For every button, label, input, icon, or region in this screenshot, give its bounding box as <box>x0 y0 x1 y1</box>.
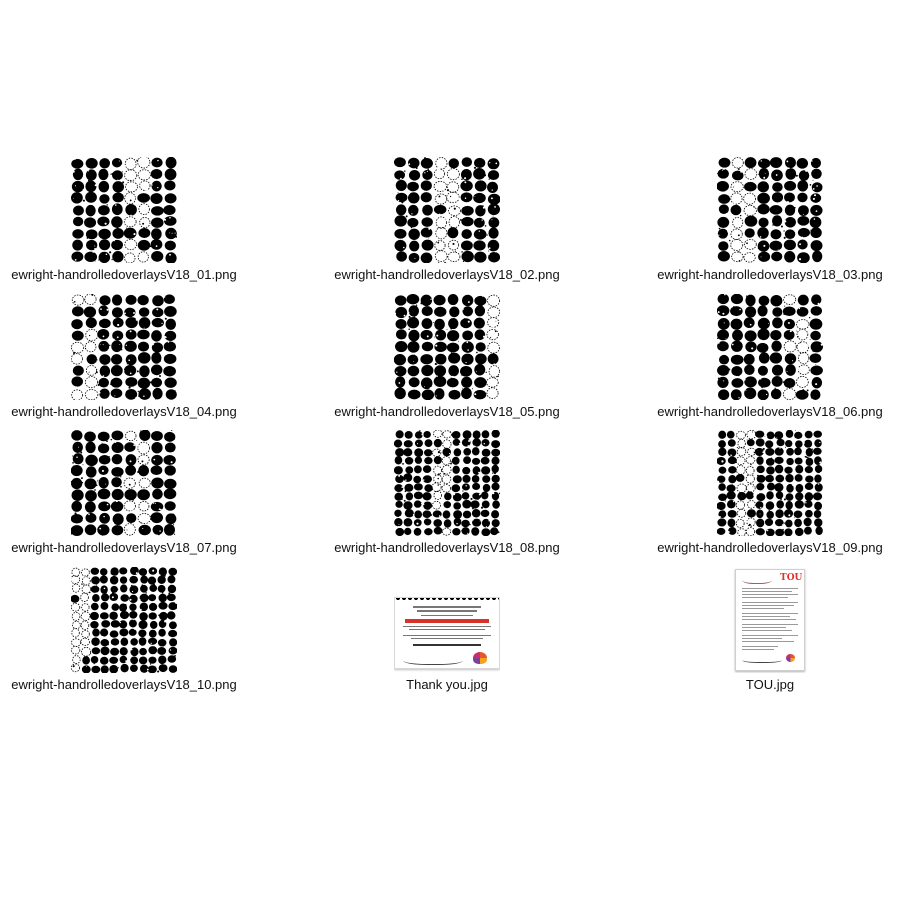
file-item-overlay-08[interactable] <box>317 430 577 560</box>
logo-script-icon <box>742 574 772 584</box>
file-name-label: ewright-handrolledoverlaysV18_08.png <box>334 540 560 555</box>
file-name-label: ewright-handrolledoverlaysV18_06.png <box>657 404 883 419</box>
file-item-overlay-02[interactable] <box>317 157 577 287</box>
file-name-label: ewright-handrolledoverlaysV18_01.png <box>11 267 237 282</box>
file-name-label: ewright-handrolledoverlaysV18_03.png <box>657 267 883 282</box>
thumbnail <box>71 567 177 673</box>
tou-title: TOU <box>780 573 803 583</box>
tou-document-preview <box>735 569 805 671</box>
overlay-preview-image <box>71 294 177 400</box>
file-item-overlay-10[interactable] <box>0 567 254 697</box>
file-name-label: Thank you.jpg <box>406 677 488 692</box>
file-item-overlay-03[interactable] <box>640 157 900 287</box>
text-line <box>421 615 473 616</box>
text-line <box>411 638 483 639</box>
thumbnail <box>394 294 500 400</box>
file-name-label: ewright-handrolledoverlaysV18_02.png <box>334 267 560 282</box>
thumbnail <box>394 157 500 263</box>
heart-icon <box>473 652 487 664</box>
overlay-preview-image <box>717 157 823 263</box>
file-name-label: ewright-handrolledoverlaysV18_09.png <box>657 540 883 555</box>
thumbnail <box>394 430 500 536</box>
overlay-preview-image <box>394 294 500 400</box>
thumbnail <box>71 294 177 400</box>
file-item-tou[interactable] <box>640 567 900 697</box>
thumbnail <box>394 567 500 673</box>
file-name-label: ewright-handrolledoverlaysV18_04.png <box>11 404 237 419</box>
file-item-overlay-09[interactable] <box>640 430 900 560</box>
thumbnail <box>717 157 823 263</box>
thumbnail <box>717 567 823 673</box>
thumbnail <box>71 430 177 536</box>
thumbnail <box>71 157 177 263</box>
text-line <box>403 626 491 627</box>
thumbnail <box>717 294 823 400</box>
file-item-overlay-01[interactable] <box>0 157 254 287</box>
overlay-preview-image <box>71 430 177 536</box>
file-name-label: TOU.jpg <box>745 677 795 692</box>
signature-icon <box>742 656 782 663</box>
file-name-label: ewright-handrolledoverlaysV18_05.png <box>334 404 560 419</box>
text-line <box>413 606 481 608</box>
text-line <box>417 610 477 612</box>
file-name-label: ewright-handrolledoverlaysV18_07.png <box>11 540 237 555</box>
overlay-preview-image <box>394 430 500 536</box>
overlay-preview-image <box>71 157 177 263</box>
thumbnail <box>717 430 823 536</box>
file-item-overlay-04[interactable] <box>0 294 254 424</box>
thank-you-card-preview <box>394 597 500 669</box>
heart-icon <box>786 654 795 662</box>
overlay-preview-image <box>717 294 823 400</box>
overlay-preview-image <box>71 567 177 673</box>
text-line <box>409 629 485 630</box>
email-line <box>413 644 481 646</box>
overlay-preview-image <box>394 157 500 263</box>
file-name-label: ewright-handrolledoverlaysV18_10.png <box>11 677 237 692</box>
file-item-overlay-06[interactable] <box>640 294 900 424</box>
file-item-thank-you[interactable] <box>317 567 577 697</box>
scallop-border <box>395 598 499 602</box>
file-item-overlay-07[interactable] <box>0 430 254 560</box>
file-item-overlay-05[interactable] <box>317 294 577 424</box>
red-heading <box>405 619 489 623</box>
signature-icon <box>403 654 463 665</box>
overlay-preview-image <box>717 430 823 536</box>
text-line <box>403 635 491 636</box>
